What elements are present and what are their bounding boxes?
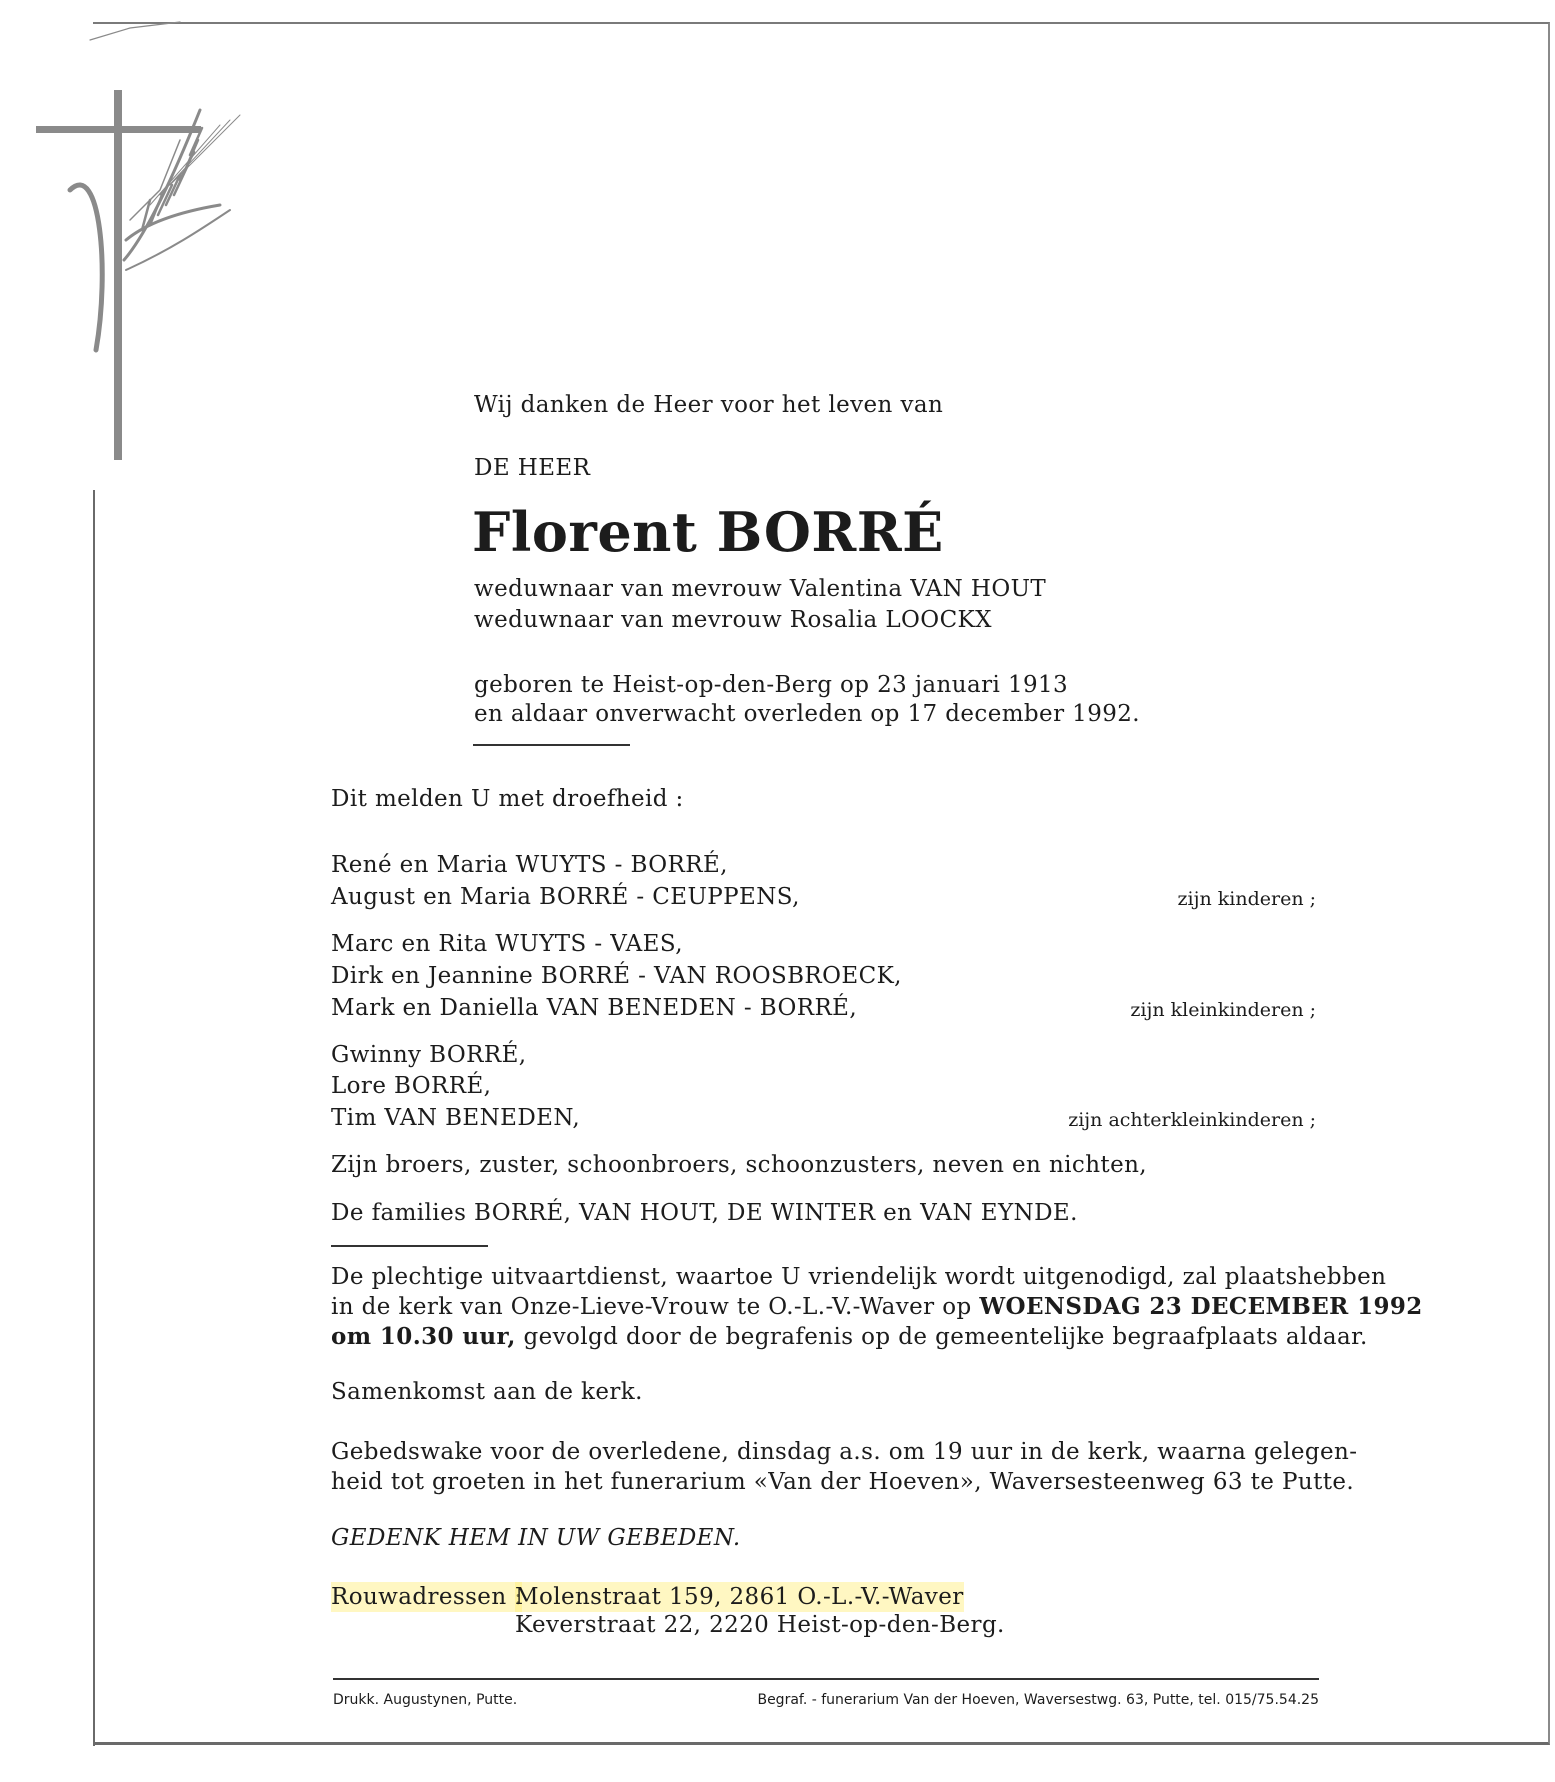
birth-line-2: en aldaar onverwacht overleden op 17 december 1992.	[474, 701, 1141, 727]
child-line-2: August en Maria BORRÉ - CEUPPENS,	[331, 884, 800, 910]
title-text: DE HEER	[474, 455, 591, 481]
grandchild-line-3: Mark en Daniella VAN BENEDEN - BORRÉ,	[331, 995, 858, 1021]
service-line-2	[331, 1292, 1423, 1322]
gathering-text: Samenkomst aan de kerk.	[331, 1379, 643, 1405]
greatgrandchild-line-3: Tim VAN BENEDEN,	[331, 1105, 581, 1131]
printer-text: Drukk. Augustynen, Putte.	[333, 1692, 518, 1708]
siblings-text: Zijn broers, zuster, schoonbroers, schoonzusters, neven en nichten,	[331, 1152, 1148, 1178]
intro-text: Wij danken de Heer voor het leven van	[474, 392, 944, 418]
relation-greatgrandchildren: zijn achterkleinkinderen ;	[1068, 1109, 1316, 1131]
funeral-home-text: Begraf. - funerarium Van der Hoeven, Waversestwg. 63, Putte, tel. 015/75.54.25	[757, 1692, 1319, 1708]
divider-2	[331, 1245, 488, 1247]
service-line-3	[331, 1322, 1368, 1352]
vigil-line-2: heid tot groeten in het funerarium «Van der Hoeven», Waversesteenweg 63 te Putte.	[331, 1469, 1355, 1495]
address-line-2: Keverstraat 22, 2220 Heist-op-den-Berg.	[515, 1612, 1005, 1638]
addresses-label: Rouwadressen :	[331, 1584, 523, 1610]
footer-rule	[333, 1678, 1319, 1680]
birth-line-1: geboren te Heist-op-den-Berg op 23 januari 1913	[474, 672, 1069, 698]
divider-1	[473, 744, 630, 746]
cross-wheat-icon	[30, 20, 270, 460]
service-time: om 10.30 uur,	[331, 1323, 516, 1350]
greatgrandchild-line-2: Lore BORRÉ,	[331, 1073, 492, 1099]
greatgrandchild-line-1: Gwinny BORRÉ,	[331, 1042, 527, 1068]
widower-line-2: weduwnaar van mevrouw Rosalia LOOCKX	[474, 607, 992, 633]
card-border-left	[93, 490, 95, 1746]
child-line-1: René en Maria WUYTS - BORRÉ,	[331, 852, 728, 878]
service-burial: gevolgd door de begrafenis op de gemeentelijke begraafplaats aldaar.	[515, 1324, 1368, 1350]
relation-children: zijn kinderen ;	[1177, 888, 1316, 910]
service-line-1: De plechtige uitvaartdienst, waartoe U vriendelijk wordt uitgenodigd, zal plaatshebben	[331, 1264, 1387, 1290]
remember-text: GEDENK HEM IN UW GEBEDEN.	[331, 1525, 741, 1551]
relation-grandchildren: zijn kleinkinderen ;	[1130, 999, 1316, 1021]
grandchild-line-2: Dirk en Jeannine BORRÉ - VAN ROOSBROECK,	[331, 963, 902, 989]
service-date: WOENSDAG 23 DECEMBER 1992	[979, 1293, 1423, 1320]
deceased-name: Florent BORRÉ	[472, 500, 944, 564]
grandchild-line-1: Marc en Rita WUYTS - VAES,	[331, 931, 683, 957]
families-text: De families BORRÉ, VAN HOUT, DE WINTER en VAN EYNDE.	[331, 1200, 1078, 1226]
service-church: in de kerk van Onze-Lieve-Vrouw te O.-L.-V.-Waver op	[331, 1294, 980, 1320]
announce-text: Dit melden U met droefheid :	[331, 786, 684, 812]
address-line-1: Molenstraat 159, 2861 O.-L.-V.-Waver	[515, 1584, 964, 1610]
vigil-line-1: Gebedswake voor de overledene, dinsdag a.s. om 19 uur in de kerk, waarna gelegen-	[331, 1439, 1358, 1465]
widower-line-1: weduwnaar van mevrouw Valentina VAN HOUT	[474, 576, 1047, 602]
